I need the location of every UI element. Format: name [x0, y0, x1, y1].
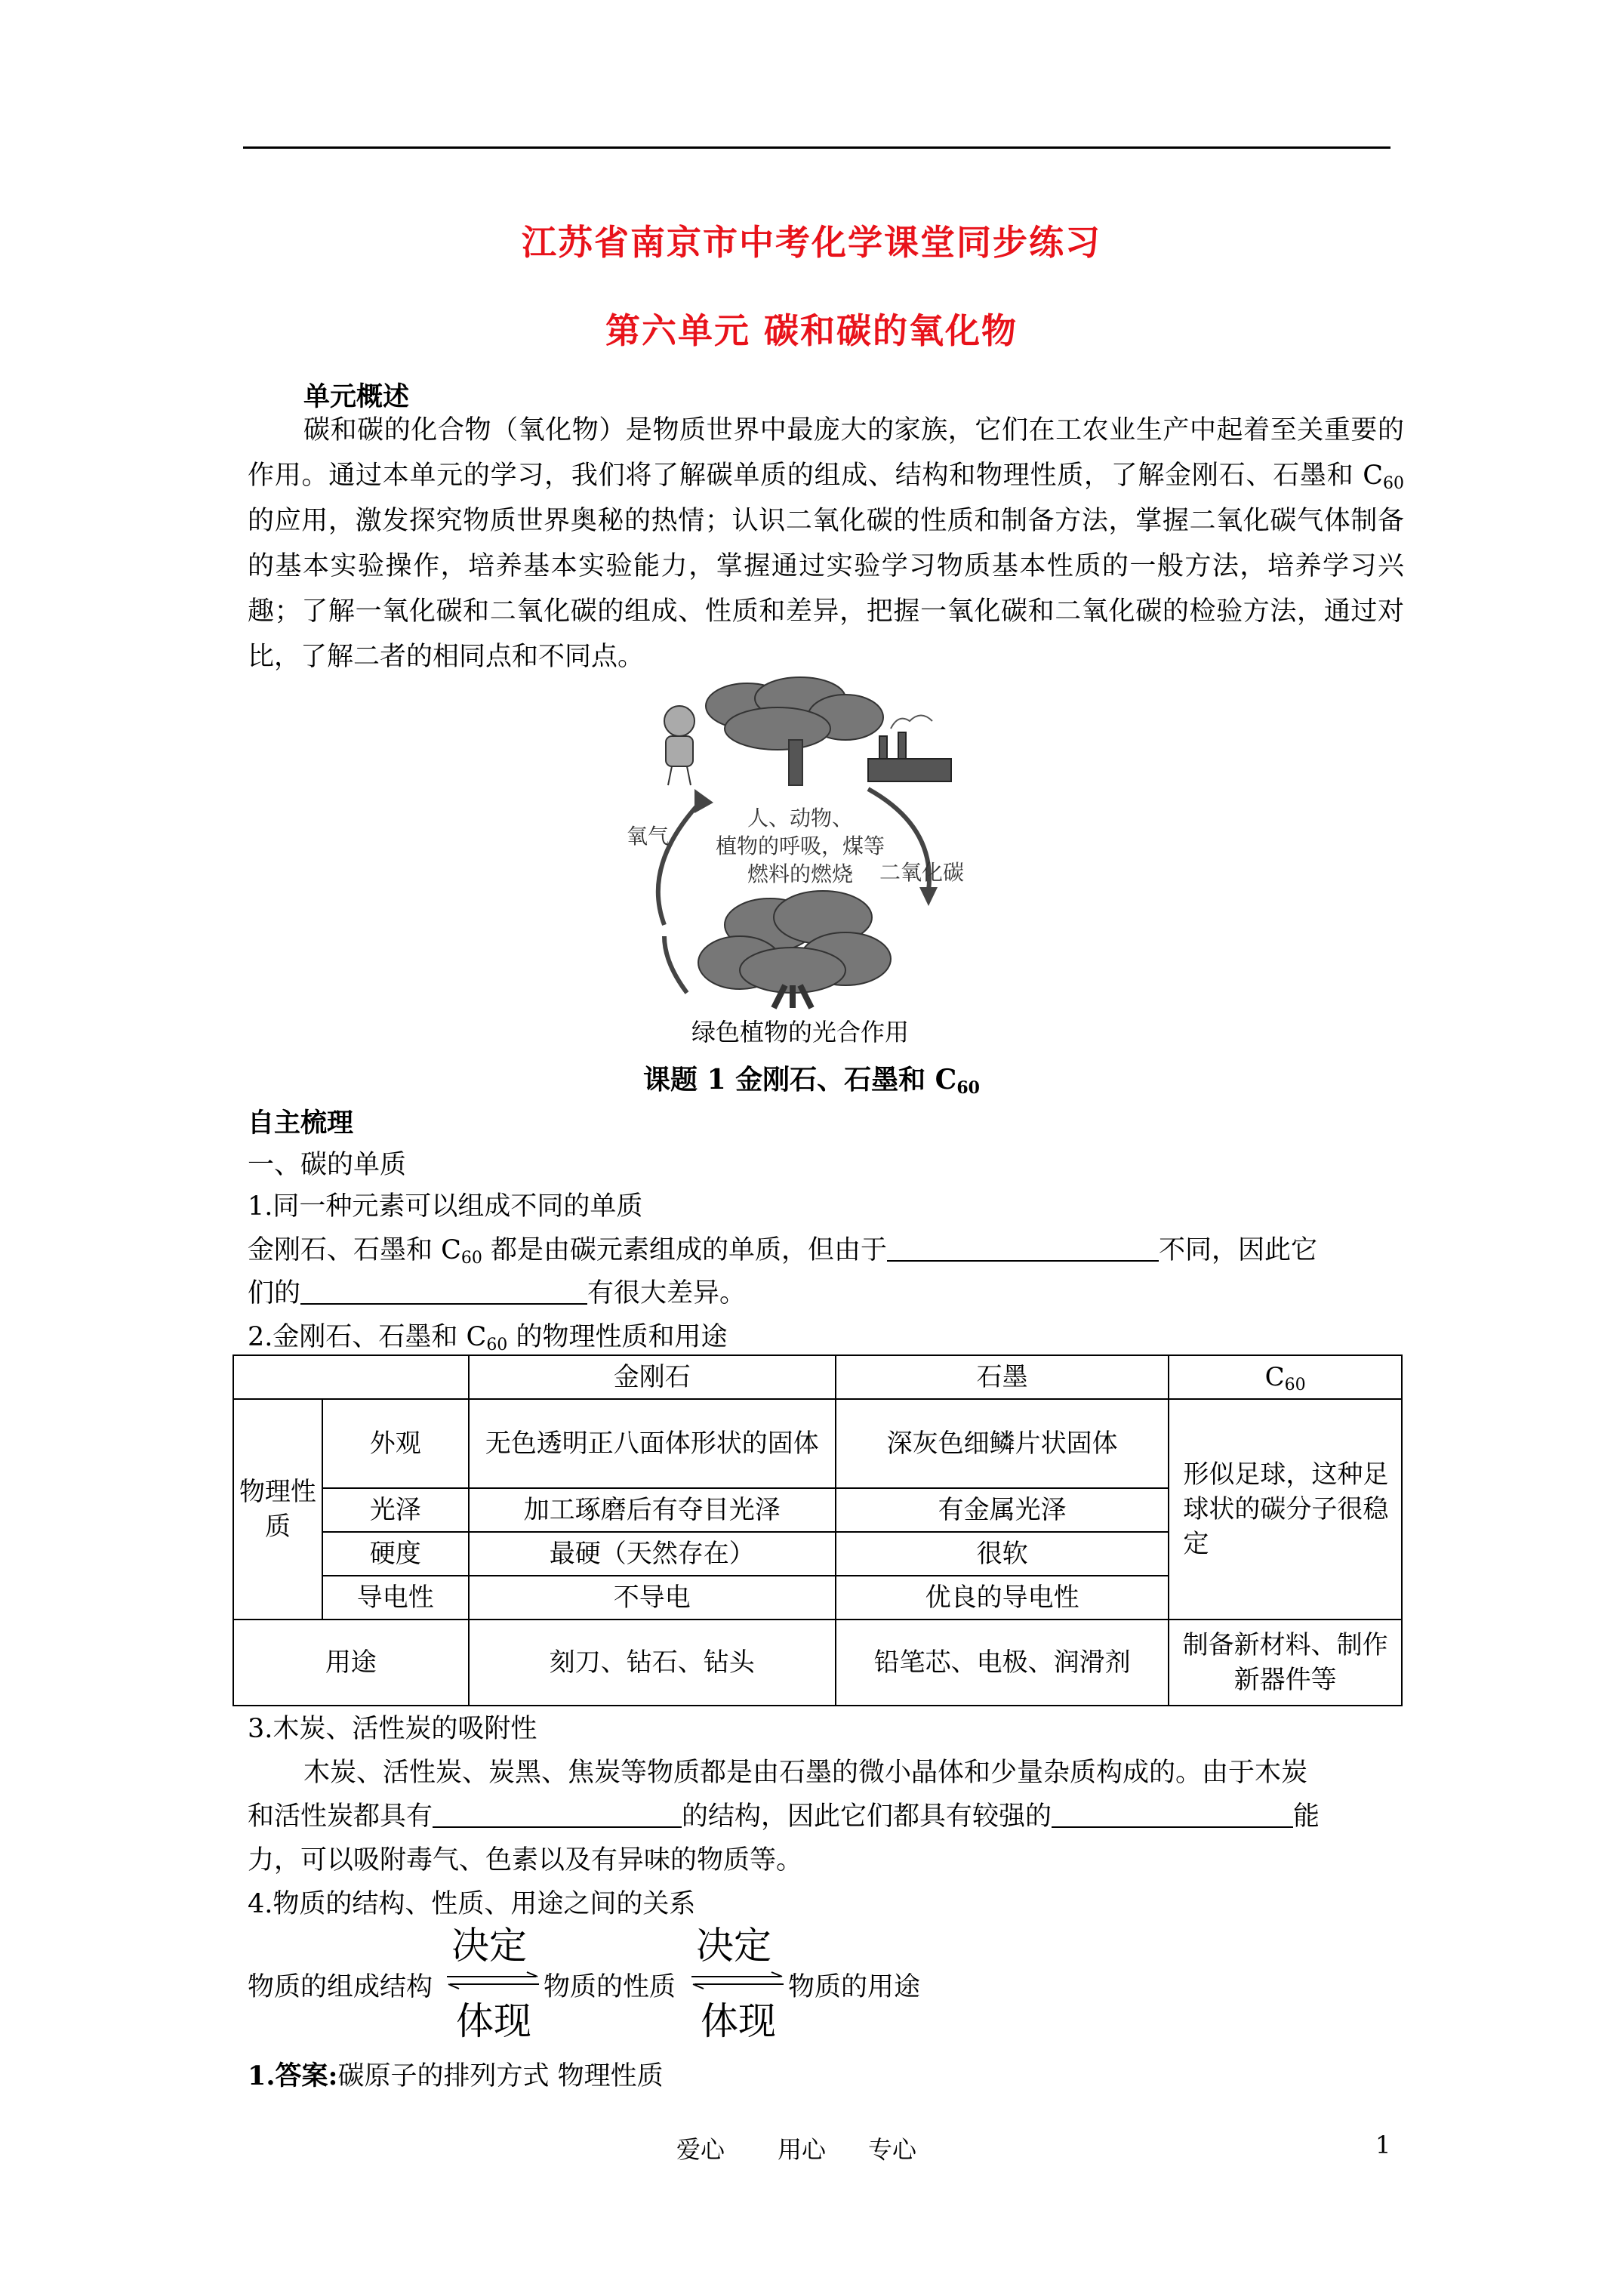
left-arc-arrow	[658, 800, 702, 925]
cell-c60-use: 制备新材料、制作新器件等	[1169, 1620, 1402, 1706]
relation-arrow1-bottom: 体现	[456, 1999, 531, 2043]
relation-use: 物质的用途	[788, 1972, 921, 2002]
bottom-left-arrow	[664, 936, 687, 993]
footer-left: 爱心	[676, 2135, 725, 2164]
relation-arrow2-top: 决定	[696, 1924, 771, 1968]
item3-line2: 和活性炭都具有 的结构，因此它们都具有较强的 能	[248, 1801, 1320, 1832]
cell-diamond-hardness: 最硬（天然存在）	[469, 1532, 836, 1576]
figure-oxygen-label: 氧气	[627, 824, 670, 849]
figure-co2-label: 二氧化碳	[879, 860, 965, 885]
item1-line2: 们的 有很大差异。	[248, 1278, 747, 1308]
answer-text: 碳原子的排列方式 物理性质	[337, 2061, 664, 2091]
item2-text: 2.金刚石、石墨和 $C_{60}$ 的物理性质和用途	[248, 1322, 728, 1354]
self-study-heading: 自主梳理	[248, 1108, 354, 1139]
lesson-caption: 课题 1 金刚石、石墨和 $C_{60}$	[643, 1064, 980, 1098]
item3-line1: 木炭、活性炭、炭黑、焦炭等物质都是由石墨的微小晶体和少量杂质构成的。由于木炭	[303, 1758, 1308, 1788]
answer-line	[248, 2055, 664, 2093]
relation-diagram	[248, 1924, 1002, 2048]
col-header-diamond: 金刚石	[469, 1355, 836, 1399]
cell-graphite-use: 铅笔芯、电极、润滑剂	[836, 1620, 1169, 1706]
row-label-luster: 光泽	[322, 1488, 469, 1532]
footer-right: 专心	[868, 2135, 917, 2164]
cell-diamond-luster: 加工琢磨后有夺目光泽	[469, 1488, 836, 1532]
row-label-use: 用途	[233, 1620, 469, 1706]
cell-diamond-use: 刻刀、钻石、钻头	[469, 1620, 836, 1706]
left-arrow-head	[694, 789, 713, 813]
item3-heading: 3.木炭、活性炭的吸附性	[248, 1714, 537, 1744]
footer-mid: 用心	[778, 2135, 827, 2164]
carbon-properties-table	[233, 1354, 1403, 1706]
row-group-physical: 物理性质	[233, 1399, 322, 1620]
double-arrow-2-icon	[690, 1971, 785, 1993]
overview-heading: 单元概述	[303, 381, 410, 412]
part1-heading: 一、碳的单质	[248, 1150, 407, 1180]
cell-diamond-conductivity: 不导电	[469, 1576, 836, 1620]
item1-line1: 金刚石、石墨和 $C_{60}$ 都是由碳元素组成的单质，但由于 不同，因此它	[248, 1235, 1318, 1268]
table-corner	[233, 1355, 469, 1399]
col-header-c60: $C_{60}$	[1169, 1355, 1402, 1399]
figure-center-text-1: 人、动物、	[747, 806, 854, 831]
row-label-conductivity: 导电性	[322, 1576, 469, 1620]
item3-line3: 力，可以吸附毒气、色素以及有异味的物质等。	[248, 1845, 803, 1875]
cell-graphite-conductivity: 优良的导电性	[836, 1576, 1169, 1620]
row-label-hardness: 硬度	[322, 1532, 469, 1576]
figure-center-text-3: 燃料的燃烧	[747, 861, 854, 886]
fill-blank-4[interactable]	[1052, 1804, 1293, 1828]
child-icon	[664, 706, 694, 785]
figure-center-text-2: 植物的呼吸，煤等	[715, 834, 885, 858]
fill-blank-1[interactable]	[887, 1237, 1159, 1262]
overview-paragraph: 碳和碳的化合物（氧化物）是物质世界中最庞大的家族，它们在工农业生产中起着至关重要的作用。通过本单元的学习，我们将了解碳单质的组成、结构和物理性质，了解金刚石、石墨和 $C_{60}$ 的应用，激发探究物质世界奥秘的热情；认识二氧化碳的性质和制备方法，掌握二氧化碳气体制备的基本实验操作，培养基本实验能力，掌握通过实验学习物质基本性质的一般方法，培养学习兴趣；了解一氧化碳和二氧化碳的组成、性质和差异，把握一氧化碳和二氧化碳的检验方法，通过对比，了解二者的相同点和不同点。	[248, 415, 1404, 672]
relation-arrow2-bottom: 体现	[701, 1999, 776, 2043]
cell-graphite-hardness: 很软	[836, 1532, 1169, 1576]
figure-caption: 绿色植物的光合作用	[691, 1018, 909, 1046]
fill-blank-3[interactable]	[433, 1804, 682, 1828]
double-arrow-1-icon	[445, 1971, 540, 1993]
header-rule	[243, 146, 1390, 149]
unit-title: 第六单元 碳和碳的氧化物	[605, 310, 1018, 351]
cell-graphite-appearance: 深灰色细鳞片状固体	[836, 1399, 1169, 1488]
relation-structure: 物质的组成结构	[248, 1972, 433, 2002]
top-tree-icon	[706, 677, 883, 785]
item1-text: 1.同一种元素可以组成不同的单质	[248, 1191, 643, 1222]
right-arrow-head	[919, 887, 938, 906]
col-header-graphite: 石墨	[836, 1355, 1169, 1399]
cell-diamond-appearance: 无色透明正八面体形状的固体	[469, 1399, 836, 1488]
cell-c60-properties: 形似足球，这种足球状的碳分子很稳定	[1169, 1399, 1402, 1620]
cell-graphite-luster: 有金属光泽	[836, 1488, 1169, 1532]
item4-heading: 4.物质的结构、性质、用途之间的关系	[248, 1889, 696, 1919]
relation-property: 物质的性质	[544, 1972, 676, 2002]
page-number: 1	[1375, 2131, 1391, 2159]
relation-arrow1-top: 决定	[451, 1924, 527, 1968]
answer-label: 1.答案:	[248, 2060, 338, 2091]
document-title: 江苏省南京市中考化学课堂同步练习	[522, 222, 1101, 263]
fill-blank-2[interactable]	[300, 1281, 587, 1305]
bottom-tree-icon	[698, 891, 891, 1008]
row-label-appearance: 外观	[322, 1399, 469, 1488]
